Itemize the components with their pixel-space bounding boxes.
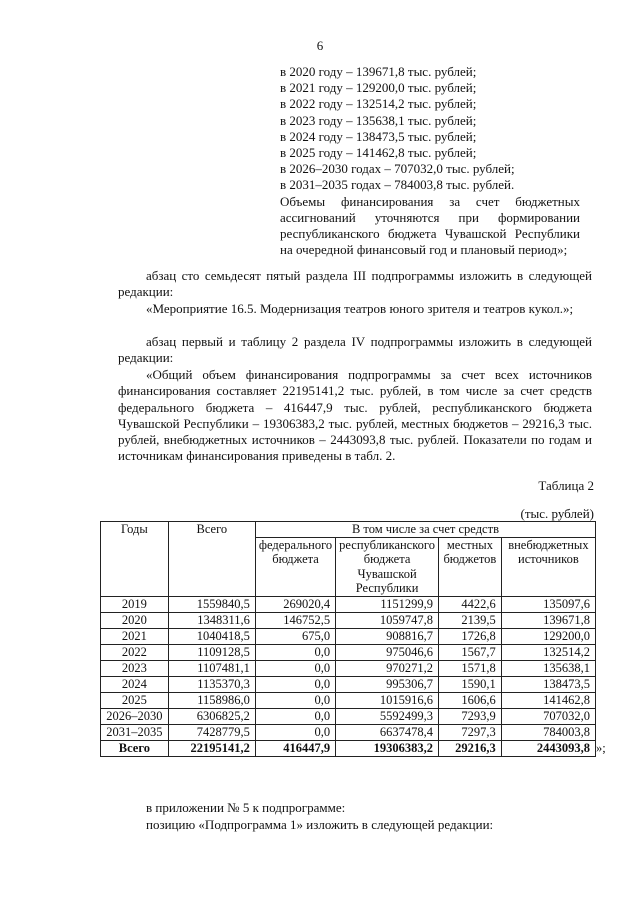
table-cell: 138473,5 xyxy=(501,676,595,692)
table-cell: 132514,2 xyxy=(501,644,595,660)
table-closing-quote: »; xyxy=(596,741,606,756)
table-cell: 995306,7 xyxy=(336,676,439,692)
table-cell: 135097,6 xyxy=(501,596,595,612)
table-row xyxy=(101,708,596,724)
table-cell: 1015916,6 xyxy=(336,692,439,708)
paragraph-section-iv xyxy=(118,334,592,367)
table-cell: 1348311,6 xyxy=(168,612,255,628)
table-row xyxy=(101,612,596,628)
table-cell: 141462,8 xyxy=(501,692,595,708)
table-cell: 7293,9 xyxy=(439,708,502,724)
table-row xyxy=(101,660,596,676)
year-funding-line: в 2021 году – 129200,0 тыс. рублей; xyxy=(280,80,477,96)
table-cell: 6637478,4 xyxy=(336,724,439,740)
col-header-years: Годы xyxy=(101,522,169,597)
paragraph-text: абзац сто семьдесят пятый раздела III подпрограммы изложить в следующей редакции: xyxy=(118,268,592,300)
table-cell: 2022 xyxy=(101,644,169,660)
table-total-cell xyxy=(336,740,439,756)
table-cell: 908816,7 xyxy=(336,628,439,644)
table-cell: 0,0 xyxy=(255,644,335,660)
col-header-group: В том числе за счет средств xyxy=(255,522,595,538)
table-cell: 0,0 xyxy=(255,676,335,692)
year-funding-line: в 2031–2035 годах – 784003,8 тыс. рублей. xyxy=(280,177,515,193)
paragraph-total-funding xyxy=(118,367,592,465)
table-cell: 1559840,5 xyxy=(168,596,255,612)
table-cell: 6306825,2 xyxy=(168,708,255,724)
funding-table xyxy=(100,521,606,757)
table-row xyxy=(101,724,596,740)
table-cell: 1107481,1 xyxy=(168,660,255,676)
year-funding-line: в 2024 году – 138473,5 тыс. рублей; xyxy=(280,128,477,144)
table-total-value: 29216,3 xyxy=(455,741,496,756)
table-row xyxy=(101,644,596,660)
table-cell: 7297,3 xyxy=(439,724,502,740)
table-cell: 1135370,3 xyxy=(168,676,255,692)
table-cell: 0,0 xyxy=(255,724,335,740)
table-cell: 1590,1 xyxy=(439,676,502,692)
table-units: (тыс. рублей) xyxy=(520,506,594,521)
table-total-value: 416447,9 xyxy=(283,741,331,756)
table-cell: 2139,5 xyxy=(439,612,502,628)
year-funding-line: в 2020 году – 139671,8 тыс. рублей; xyxy=(280,64,477,79)
table-caption: Таблица 2 xyxy=(538,478,594,493)
table-cell: 1158986,0 xyxy=(168,692,255,708)
table-cell: 146752,5 xyxy=(255,612,335,628)
table-cell: 970271,2 xyxy=(336,660,439,676)
table-cell: 1567,7 xyxy=(439,644,502,660)
paragraph-text: «Общий объем финансирования подпрограммы за счет всех источников финансирования составляет 22195141,2 тыс. рублей, в том числе за счет средств федерального бюджета – 416447,9 тыс. рублей, республиканского бюджета Чувашской Республики – 19306383,2 тыс. рублей, местных бюджетов – 29216,3 тыс. рублей, внебюджетных источников – 2443093,8 тыс. рублей. Показатели по годам и источникам финансирования приведены в табл. 2. xyxy=(118,367,592,464)
table-total-cell xyxy=(255,740,335,756)
table-cell: 129200,0 xyxy=(501,628,595,644)
funding-note: Объемы финансирования за счет бюджетных ассигнований уточняются при формировании республиканского бюджета Чувашской Республики на очередной финансовый год и плановый период»; xyxy=(280,193,580,258)
paragraph-section-iii xyxy=(118,268,592,301)
table-cell: 2025 xyxy=(101,692,169,708)
table-row xyxy=(101,692,596,708)
table-row xyxy=(101,596,596,612)
table-cell: 1040418,5 xyxy=(168,628,255,644)
table-total-row xyxy=(101,740,596,756)
col-header-republic: республиканского бюджета Чувашской Республики xyxy=(336,537,439,596)
table-row xyxy=(101,676,596,692)
table-cell: 4422,6 xyxy=(439,596,502,612)
table-total-value: 22195141,2 xyxy=(190,741,250,756)
table-cell: 975046,6 xyxy=(336,644,439,660)
table-cell: 1109128,5 xyxy=(168,644,255,660)
col-header-extra: внебюджетных источников xyxy=(501,537,595,596)
table-total-value: 2443093,8 xyxy=(536,741,590,756)
table-cell: 5592499,3 xyxy=(336,708,439,724)
table-row xyxy=(101,628,596,644)
page-number: 6 xyxy=(316,38,324,53)
table-cell: 2020 xyxy=(101,612,169,628)
year-funding-line: в 2026–2030 годах – 707032,0 тыс. рублей; xyxy=(280,161,515,177)
table-cell: 1726,8 xyxy=(439,628,502,644)
table-cell: 0,0 xyxy=(255,708,335,724)
after-paragraph-appendix: в приложении № 5 к подпрограмме: xyxy=(146,800,346,815)
table-total-cell xyxy=(501,740,606,756)
table-total-value: 19306383,2 xyxy=(373,741,433,756)
table-cell: 2021 xyxy=(101,628,169,644)
table-cell: 2024 xyxy=(101,676,169,692)
year-funding-line: в 2025 году – 141462,8 тыс. рублей; xyxy=(280,145,477,161)
year-funding-line: в 2022 году – 132514,2 тыс. рублей; xyxy=(280,96,477,112)
table-cell: 135638,1 xyxy=(501,660,595,676)
paragraph-text: абзац первый и таблицу 2 раздела IV подпрограммы изложить в следующей редакции: xyxy=(118,334,592,366)
table-cell: 784003,8 xyxy=(501,724,595,740)
paragraph-measure xyxy=(118,301,592,317)
table-cell: 1151299,9 xyxy=(336,596,439,612)
year-funding-line: в 2023 году – 135638,1 тыс. рублей; xyxy=(280,112,477,128)
table-total-cell xyxy=(101,740,169,756)
table-cell: 0,0 xyxy=(255,692,335,708)
table-cell: 1571,8 xyxy=(439,660,502,676)
table-cell: 0,0 xyxy=(255,660,335,676)
table-cell: 269020,4 xyxy=(255,596,335,612)
table-cell: 1059747,8 xyxy=(336,612,439,628)
table-cell: 2026–2030 xyxy=(101,708,169,724)
year-funding-list xyxy=(280,64,580,258)
after-paragraph-position: позицию «Подпрограмма 1» изложить в следующей редакции: xyxy=(146,817,494,832)
table-cell: 707032,0 xyxy=(501,708,595,724)
table-total-cell xyxy=(439,740,502,756)
col-header-total: Всего xyxy=(168,522,255,597)
table-total-value: Всего xyxy=(118,741,150,756)
col-header-federal: федерального бюджета xyxy=(255,537,335,596)
paragraph-text: «Мероприятие 16.5. Модернизация театров юного зрителя и театров кукол.»; xyxy=(146,301,574,316)
table-cell: 7428779,5 xyxy=(168,724,255,740)
table-total-cell xyxy=(168,740,255,756)
table-cell: 675,0 xyxy=(255,628,335,644)
table-cell: 139671,8 xyxy=(501,612,595,628)
table-cell: 2031–2035 xyxy=(101,724,169,740)
table-cell: 2019 xyxy=(101,596,169,612)
table-cell: 2023 xyxy=(101,660,169,676)
table-cell: 1606,6 xyxy=(439,692,502,708)
col-header-local: местных бюджетов xyxy=(439,537,502,596)
